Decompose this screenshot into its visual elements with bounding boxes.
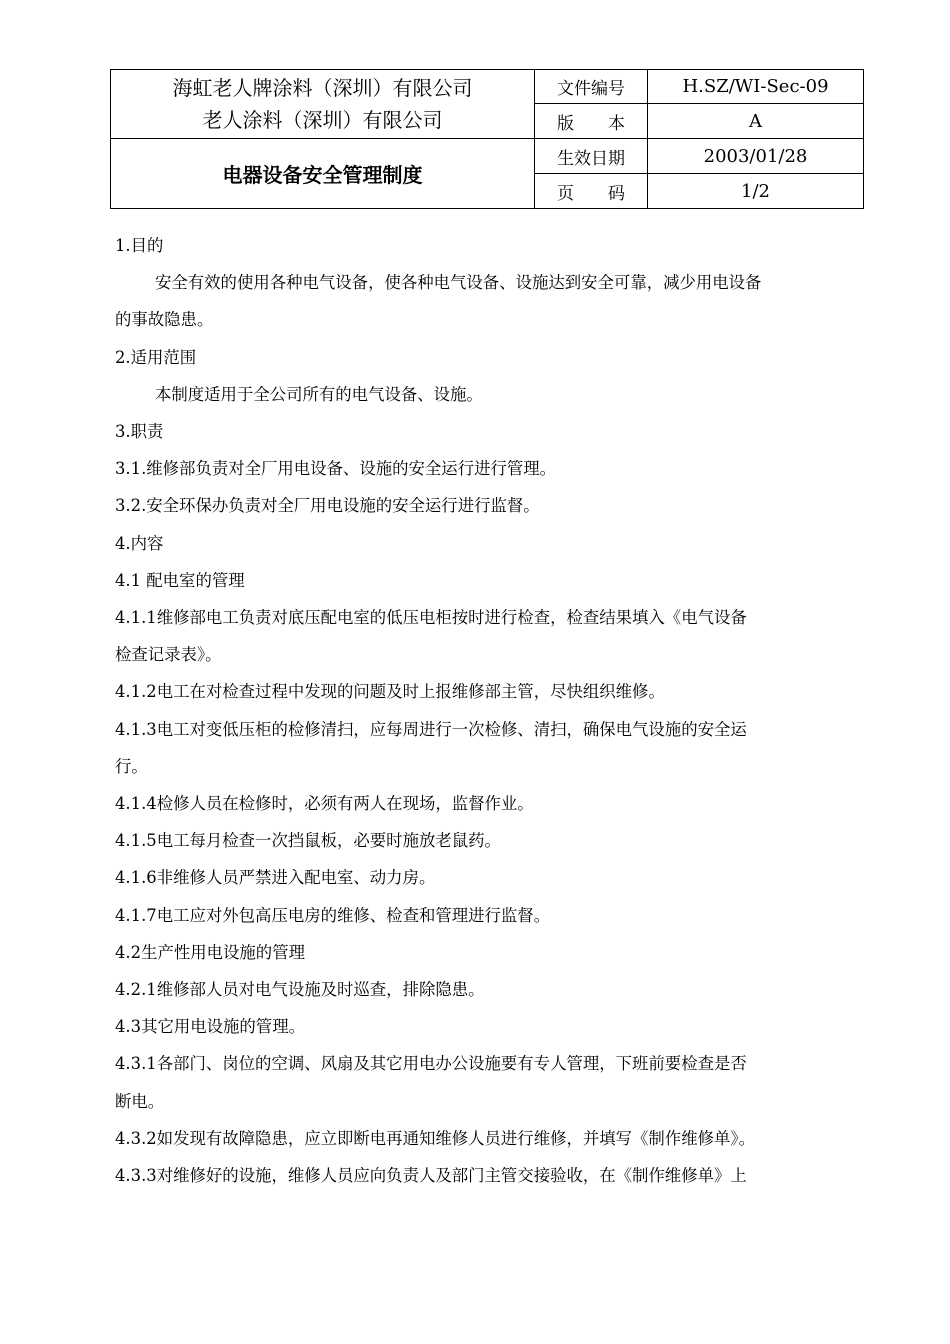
clause-4-1-2: 4.1.2电工在对检查过程中发现的问题及时上报维修部主管，尽快组织维修。	[115, 682, 665, 702]
clause-4-1-1-line2: 检查记录表》。	[115, 645, 222, 665]
section-heading-content: 4.内容	[115, 533, 164, 553]
page-label-a: 页	[557, 183, 574, 204]
version-label-b: 本	[608, 113, 625, 134]
clause-4-1-3-line1: 4.1.3电工对变低压柜的检修清扫，应每周进行一次检修、清扫，确保电气设施的安全运	[115, 719, 747, 739]
document-header-table	[110, 69, 864, 209]
doc-number-value: H.SZ/WI-Sec-09	[648, 70, 864, 104]
page-number-value: 1/2	[648, 174, 864, 209]
clause-4-1-3-line2: 行。	[115, 756, 148, 776]
clause-4-1: 4.1 配电室的管理	[115, 570, 245, 590]
clause-4-1-5: 4.1.5电工每月检查一次挡鼠板，必要时施放老鼠药。	[115, 831, 501, 851]
page-label-b: 码	[608, 183, 625, 204]
paragraph-purpose-line2: 的事故隐患。	[115, 310, 214, 330]
company-name-line1: 海虹老人牌涂料（深圳）有限公司	[172, 76, 473, 100]
section-heading-scope: 2.适用范围	[115, 347, 197, 367]
clause-4-3: 4.3其它用电设施的管理。	[115, 1017, 305, 1037]
document-title: 电器设备安全管理制度	[111, 139, 535, 209]
doc-number-label: 文件编号	[535, 70, 648, 104]
paragraph-scope: 本制度适用于全公司所有的电气设备、设施。	[155, 384, 483, 404]
document-body	[115, 227, 865, 1194]
clause-4-2: 4.2生产性用电设施的管理	[115, 942, 305, 962]
clause-4-3-3: 4.3.3对维修好的设施，维修人员应向负责人及部门主管交接验收，在《制作维修单》上	[115, 1166, 747, 1186]
clause-3-2: 3.2.安全环保办负责对全厂用电设施的安全运行进行监督。	[115, 496, 540, 516]
section-heading-purpose: 1.目的	[115, 236, 164, 255]
clause-4-3-1-line2: 断电。	[115, 1091, 165, 1111]
effective-date-label: 生效日期	[535, 139, 648, 174]
clause-4-3-1-line1: 4.3.1各部门、岗位的空调、风扇及其它用电办公设施要有专人管理，下班前要检查是否	[115, 1054, 747, 1074]
version-label-a: 版	[557, 113, 574, 134]
effective-date-value: 2003/01/28	[648, 139, 864, 174]
version-value: A	[648, 104, 864, 139]
section-heading-responsibility: 3.职责	[115, 422, 164, 442]
paragraph-purpose-line1: 安全有效的使用各种电气设备，使各种电气设备、设施达到安全可靠，减少用电设备	[155, 273, 762, 293]
clause-4-1-1-line1: 4.1.1维修部电工负责对底压配电室的低压电柜按时进行检查，检查结果填入《电气设备	[115, 608, 747, 628]
version-label	[535, 104, 648, 139]
clause-4-1-7: 4.1.7电工应对外包高压电房的维修、检查和管理进行监督。	[115, 905, 551, 925]
page-number-label	[535, 174, 648, 209]
company-name-line2: 老人涂料（深圳）有限公司	[202, 108, 443, 132]
company-name-cell	[111, 70, 535, 139]
clause-4-2-1: 4.2.1维修部人员对电气设施及时巡查，排除隐患。	[115, 980, 485, 1000]
clause-4-3-2: 4.3.2如发现有故障隐患，应立即断电再通知维修人员进行维修，并填写《制作维修单》。	[115, 1128, 755, 1148]
clause-4-1-4: 4.1.4检修人员在检修时，必须有两人在现场，监督作业。	[115, 794, 534, 814]
clause-4-1-6: 4.1.6非维修人员严禁进入配电室、动力房。	[115, 868, 436, 888]
clause-3-1: 3.1.维修部负责对全厂用电设备、设施的安全运行进行管理。	[115, 459, 557, 479]
